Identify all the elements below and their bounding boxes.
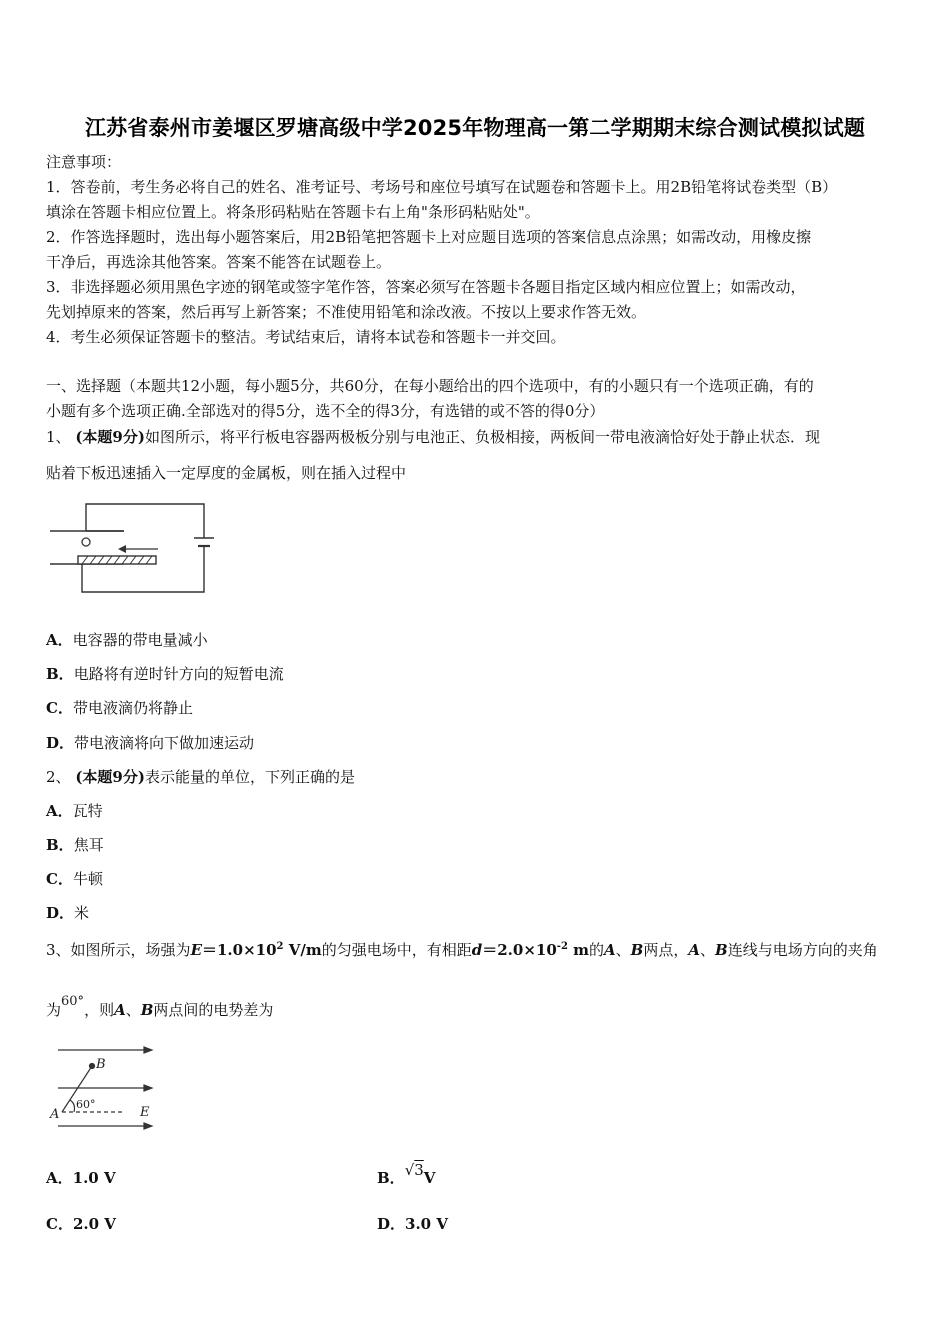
notice-heading: 注意事项：	[46, 153, 122, 171]
q3-option-a: A．1.0 V	[46, 1169, 116, 1187]
page-title: 江苏省泰州市姜堰区罗塘高级中学2025年物理高一第二学期期末综合测试模拟试题	[84, 116, 866, 140]
q2-option-d: D．米	[46, 904, 90, 922]
figure-label-a: A	[50, 1107, 60, 1122]
q3-electric-field-figure	[46, 1040, 166, 1135]
circuit-wire-bottom	[82, 546, 204, 592]
figure-label-b: B	[96, 1057, 106, 1072]
q3-stem-line-2: 为60°，则A、B两点间的电势差为	[46, 994, 274, 1019]
q1-option-a: A．电容器的带电量减小	[46, 631, 208, 649]
q1-option-b: B．电路将有逆时针方向的短暂电流	[46, 665, 284, 683]
notice-line-7: 4．考生必须保证答题卡的整洁。考试结束后，请将本试卷和答题卡一并交回。	[46, 328, 566, 346]
notice-line-5: 3．非选择题必须用黑色字迹的钢笔或签字笔作答，答案必须写在答题卡各题目指定区域内相应位置上；如需改动，	[46, 278, 806, 296]
q1-stem-line-1	[46, 427, 820, 447]
q2-number: 2、	[46, 768, 71, 786]
q2-option-a: A．瓦特	[46, 802, 103, 820]
charged-droplet	[82, 538, 90, 546]
insertion-arrow-head	[118, 545, 126, 553]
figure-label-e: E	[140, 1105, 150, 1120]
notice-line-3: 2．作答选择题时，选出每小题答案后，用2B铅笔把答题卡上对应题目选项的答案信息点涂黑；如需改动，用橡皮擦	[46, 228, 812, 246]
q1-option-d: D．带电液滴将向下做加速运动	[46, 734, 255, 752]
q3-option-b: B．√3V	[377, 1161, 436, 1187]
q1-option-c: C．带电液滴仍将静止	[46, 699, 193, 717]
q1-capacitor-circuit-figure	[46, 498, 216, 598]
section-heading-line-2: 小题有多个选项正确.全部选对的得5分，选不全的得3分，有选错的或不答的得0分）	[46, 402, 605, 420]
q2-score: (本题9分)	[75, 768, 145, 786]
notice-line-1: 1．答卷前，考生务必将自己的姓名、准考证号、考场号和座位号填写在试题卷和答题卡上。用2B铅笔将试卷类型（B）	[46, 178, 838, 196]
angle-formula: 60°	[61, 994, 85, 1009]
q3-option-c: C．2.0 V	[46, 1215, 116, 1233]
figure-angle-label: 60°	[76, 1098, 96, 1111]
q2-stem	[46, 767, 355, 787]
circuit-wire-top	[86, 504, 204, 538]
q2-option-b: B．焦耳	[46, 836, 104, 854]
q1-text-1: 如图所示，将平行板电容器两极板分别与电池正、负极相接，两板间一带电液滴恰好处于静止状态．现	[144, 428, 820, 446]
section-heading-line-1: 一、选择题（本题共12小题，每小题5分，共60分，在每小题给出的四个选项中，有的小题只有一个选项正确，有的	[46, 377, 814, 395]
notice-line-6: 先划掉原来的答案，然后再写上新答案；不准使用铅笔和涂改液。不按以上要求作答无效。	[46, 303, 647, 321]
q2-text: 表示能量的单位，下列正确的是	[144, 768, 355, 786]
q1-stem-line-2: 贴着下板迅速插入一定厚度的金属板，则在插入过程中	[46, 464, 407, 482]
sqrt-three-formula: √3	[404, 1161, 424, 1179]
notice-line-2: 填涂在答题卡相应位置上。将条形码粘贴在答题卡右上角"条形码粘贴处"。	[46, 203, 540, 221]
q1-score: (本题9分)	[75, 428, 145, 446]
q2-option-c: C．牛顿	[46, 870, 103, 888]
q3-stem-line-1: 3、如图所示，场强为$E=1.0\times 10^2$ V/m的匀强电场中，有相距$d=2.0\times 10^{-2}$ m的A、B两点，A、B连线与电场方向的夹角	[46, 941, 878, 959]
notice-line-4: 干净后，再选涂其他答案。答案不能答在试题卷上。	[46, 253, 392, 271]
q3-option-d: D．3.0 V	[377, 1215, 448, 1233]
q1-number: 1、	[46, 428, 71, 446]
